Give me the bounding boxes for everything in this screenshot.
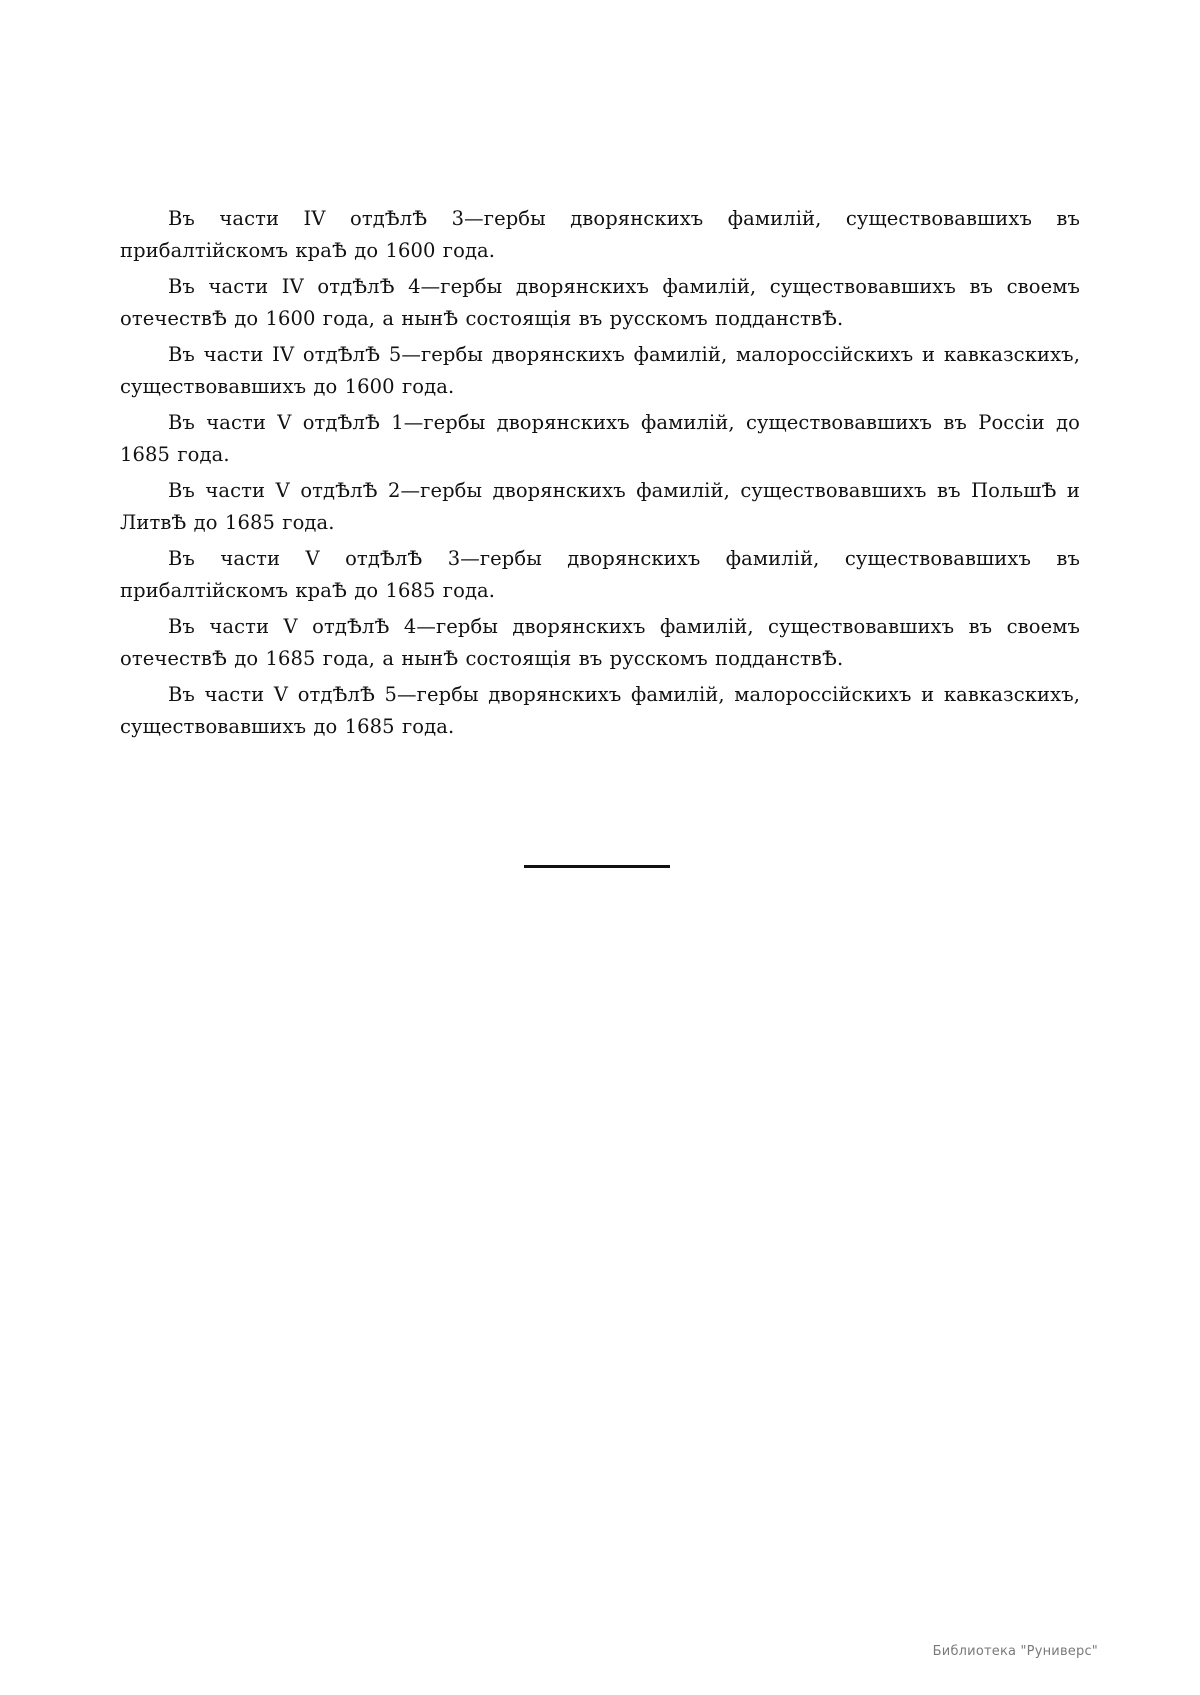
paragraph-part5-section2: Въ части V отдѢлѢ 2—гербы дворянскихъ фамилій, существовавшихъ въ ПольшѢ и ЛитвѢ до 1685 года. [120,479,1080,534]
paragraph-part4-section4: Въ части IV отдѢлѢ 4—гербы дворянскихъ фамилій, существовавшихъ въ своемъ отечествѢ до 1600 года, а нынѢ состоящія въ русскомъ подданствѢ. [120,275,1080,330]
paragraph-part5-section4: Въ части V отдѢлѢ 4—гербы дворянскихъ фамилій, существовавшихъ въ своемъ отечествѢ до 1685 года, а нынѢ состоящія въ русскомъ подданствѢ. [120,615,1080,670]
library-watermark: Библиотека "Руниверс" [932,1644,1098,1659]
paragraph-part4-section3: Въ части IV отдѢлѢ 3—гербы дворянскихъ фамилій, существовавшихъ въ прибалтійскомъ краѢ до 1600 года. [120,207,1080,262]
section-divider [524,865,670,868]
paragraph-part5-section1: Въ части V отдѢлѢ 1—гербы дворянскихъ фамилій, существовавшихъ въ Россіи до 1685 года. [120,411,1080,466]
paragraph-part5-section3: Въ части V отдѢлѢ 3—гербы дворянскихъ фамилій, существовавшихъ въ прибалтійскомъ краѢ до 1685 года. [120,547,1080,602]
text-block [120,203,1080,747]
paragraph-part4-section5: Въ части IV отдѢлѢ 5—гербы дворянскихъ фамилій, малороссійскихъ и кавказскихъ, существовавшихъ до 1600 года. [120,343,1080,398]
paragraph-part5-section5: Въ части V отдѢлѢ 5—гербы дворянскихъ фамилій, малороссійскихъ и кавказскихъ, существовавшихъ до 1685 года. [120,683,1080,738]
